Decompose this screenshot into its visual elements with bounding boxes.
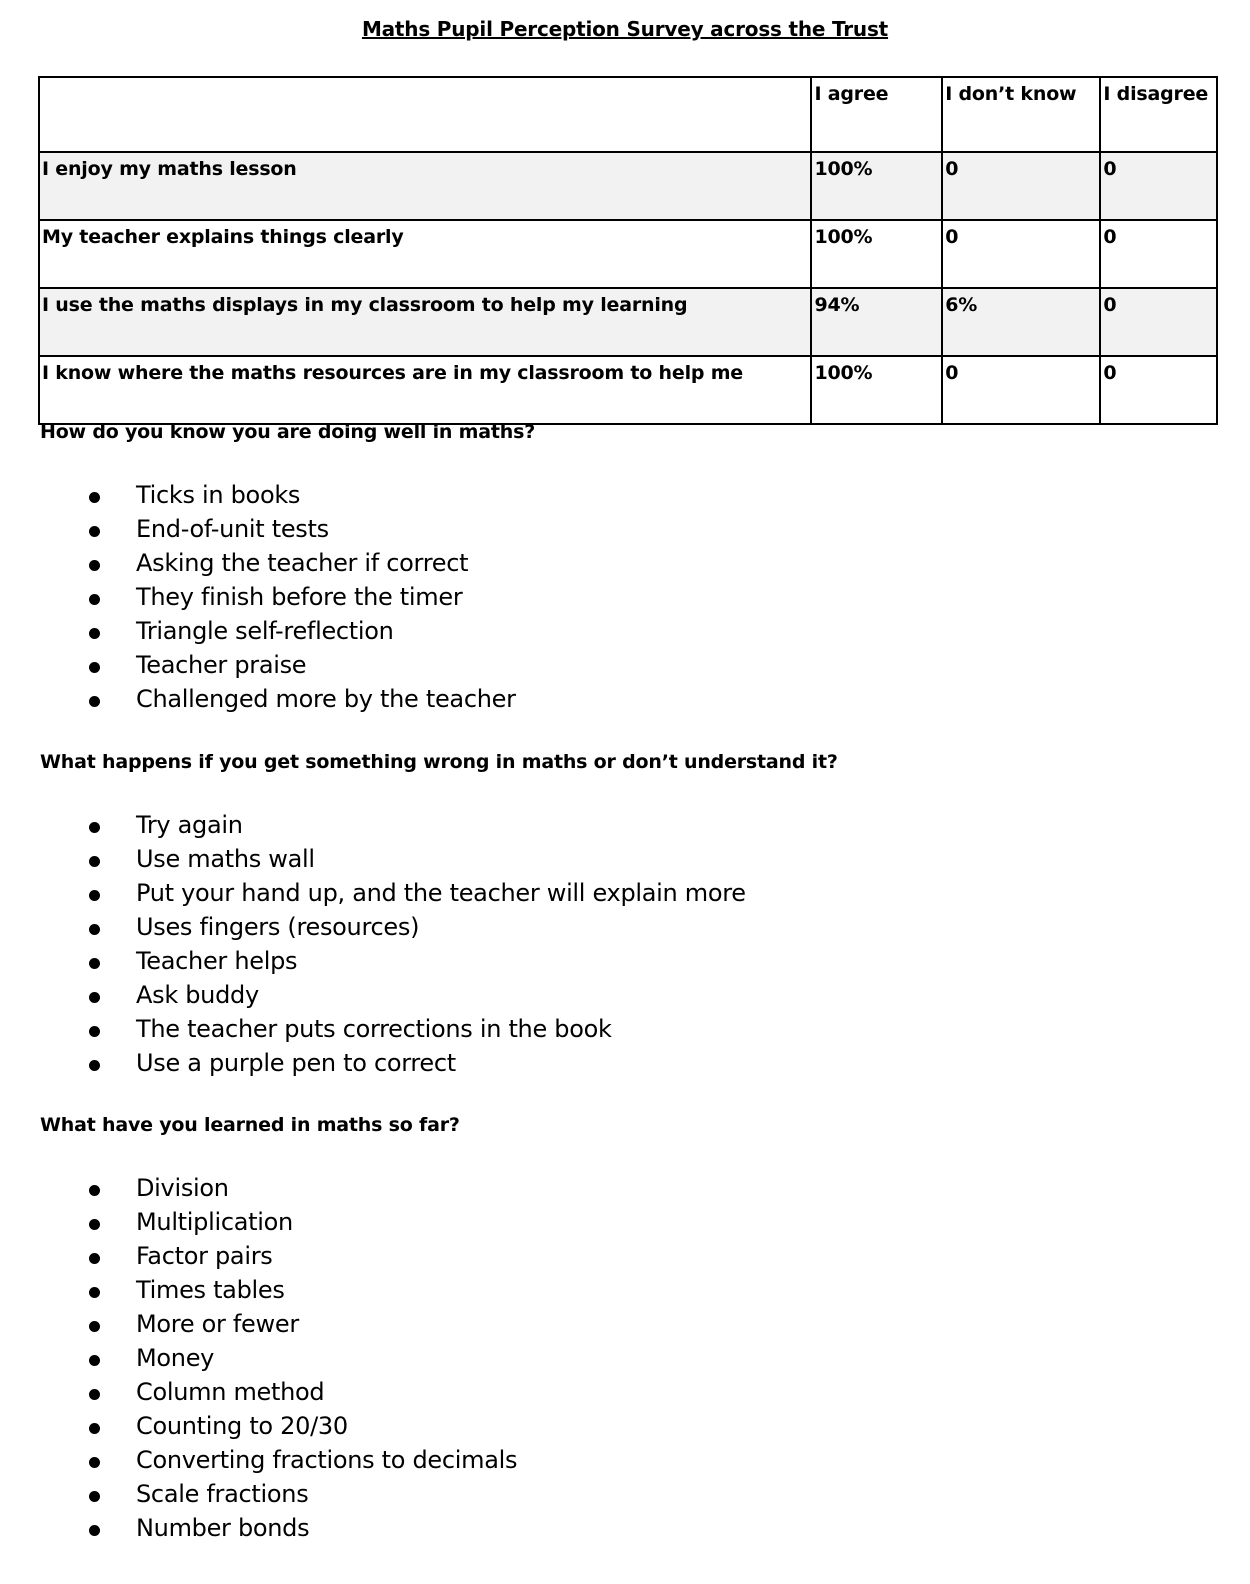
agree-cell: 100%	[811, 220, 942, 288]
question-heading-getting-wrong: What happens if you get something wrong in maths or don’t understand it?	[40, 751, 838, 773]
bullet-icon	[89, 1060, 100, 1071]
bullet-icon	[89, 1026, 100, 1037]
statement-cell: My teacher explains things clearly	[39, 220, 811, 288]
statement-cell: I enjoy my maths lesson	[39, 152, 811, 220]
header-statement	[39, 77, 811, 152]
table-row	[39, 220, 1217, 288]
disagree-cell: 0	[1100, 356, 1217, 424]
header-agree: I agree	[811, 77, 942, 152]
bullet-icon	[89, 1321, 100, 1332]
bullet-icon	[89, 1185, 100, 1196]
table-row	[39, 356, 1217, 424]
bullet-icon	[89, 890, 100, 901]
statement-cell: I use the maths displays in my classroom to help my learning	[39, 288, 811, 356]
bullet-icon	[89, 1355, 100, 1366]
agree-cell: 100%	[811, 356, 942, 424]
header-dont-know: I don’t know	[942, 77, 1100, 152]
survey-results-table	[38, 76, 1218, 425]
question-heading-learned-so-far: What have you learned in maths so far?	[40, 1114, 460, 1136]
bullet-icon	[89, 1287, 100, 1298]
bullet-icon	[89, 1253, 100, 1264]
bullet-icon	[89, 924, 100, 935]
dont-know-cell: 0	[942, 152, 1100, 220]
bullet-icon	[89, 1457, 100, 1468]
bullet-icon	[89, 992, 100, 1003]
bullet-icon	[89, 1219, 100, 1230]
bullet-icon	[89, 958, 100, 969]
bullet-icon	[89, 526, 100, 537]
agree-cell: 94%	[811, 288, 942, 356]
disagree-cell: 0	[1100, 288, 1217, 356]
dont-know-cell: 0	[942, 356, 1100, 424]
table-row	[39, 288, 1217, 356]
bullet-icon	[89, 696, 100, 707]
bullet-icon	[89, 1423, 100, 1434]
bullet-icon	[89, 1491, 100, 1502]
dont-know-cell: 6%	[942, 288, 1100, 356]
disagree-cell: 0	[1100, 152, 1217, 220]
document-title: Maths Pupil Perception Survey across the Trust	[361, 17, 889, 41]
bullet-icon	[89, 662, 100, 673]
statement-cell: I know where the maths resources are in my classroom to help me	[39, 356, 811, 424]
table-row	[39, 152, 1217, 220]
agree-cell: 100%	[811, 152, 942, 220]
disagree-cell: 0	[1100, 220, 1217, 288]
header-disagree: I disagree	[1100, 77, 1217, 152]
bullet-icon	[89, 560, 100, 571]
bullet-icon	[89, 492, 100, 503]
bullet-icon	[89, 856, 100, 867]
bullet-icon	[89, 628, 100, 639]
question-heading-doing-well: How do you know you are doing well in maths?	[40, 421, 536, 443]
table-header-row	[39, 77, 1217, 152]
bullet-icon	[89, 1525, 100, 1536]
bullet-icon	[89, 1389, 100, 1400]
bullet-icon	[89, 594, 100, 605]
dont-know-cell: 0	[942, 220, 1100, 288]
bullet-icon	[89, 822, 100, 833]
